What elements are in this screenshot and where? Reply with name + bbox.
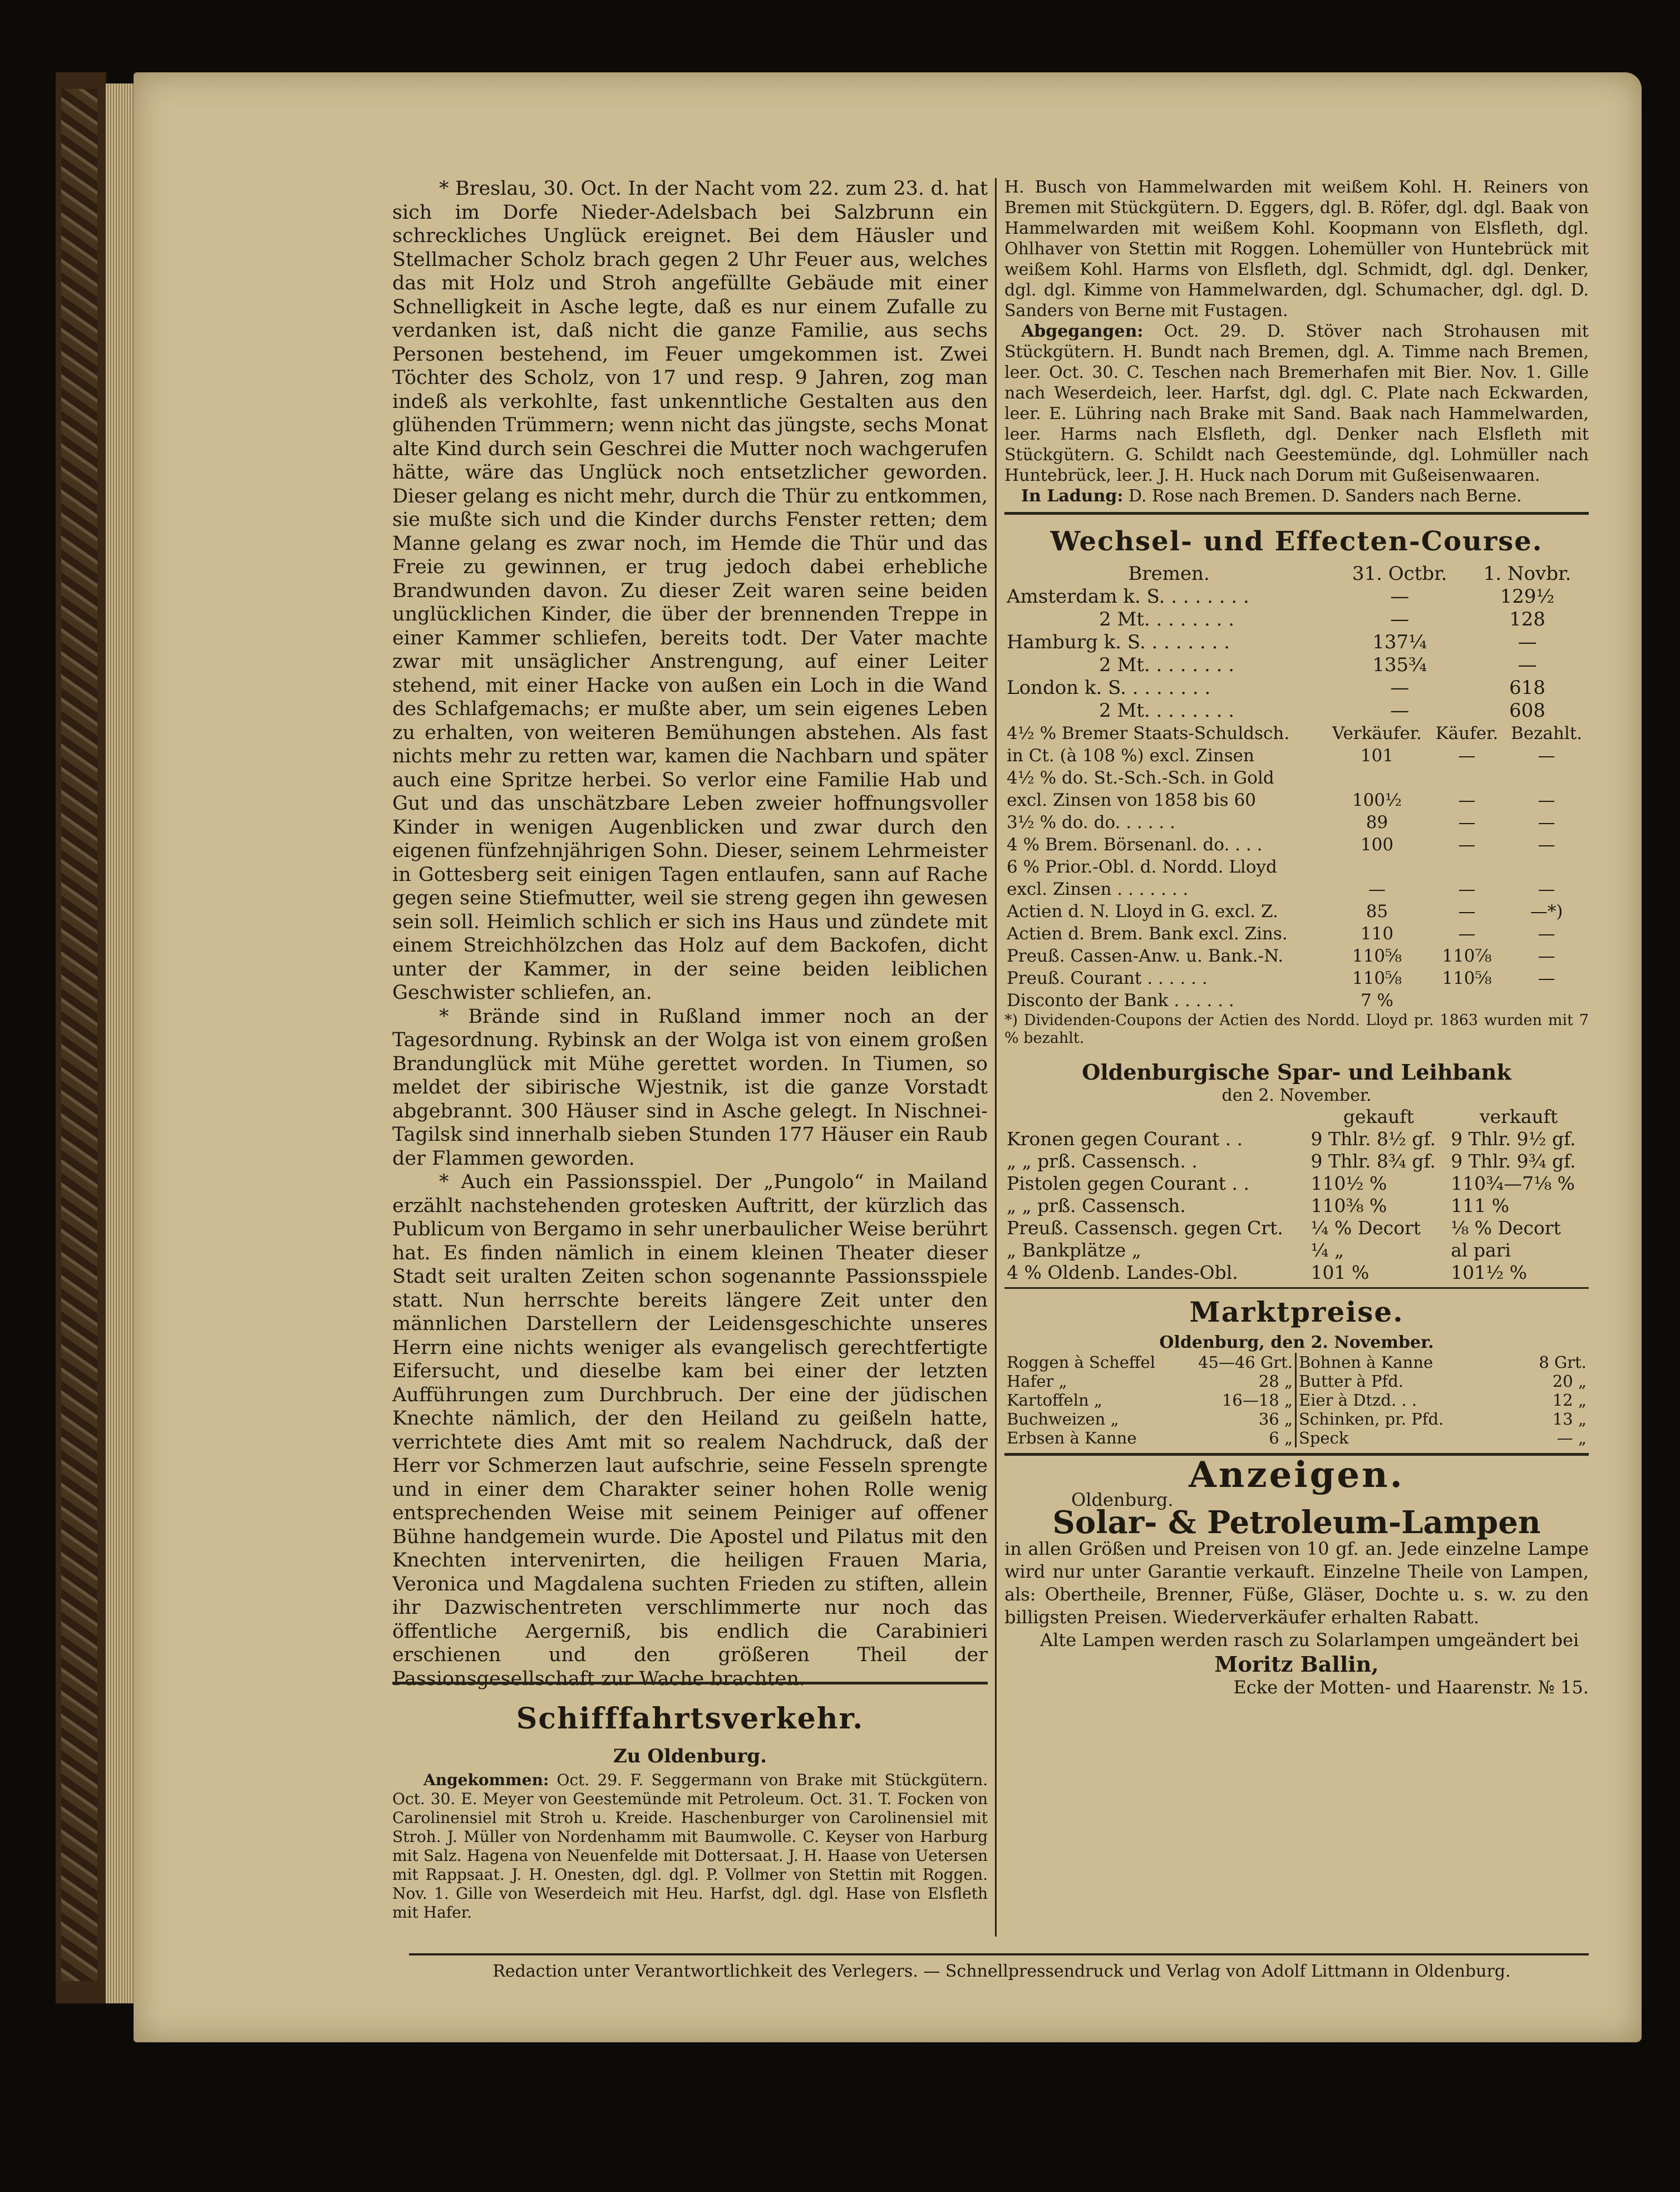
table-row: [1004, 1173, 1589, 1195]
stocks-table: [1004, 722, 1589, 1012]
markt-left-table: [1004, 1353, 1297, 1447]
table-row: [1004, 1262, 1589, 1284]
table-cell: 110⅞: [1442, 946, 1492, 966]
column-divider: [995, 178, 997, 1937]
loading-text: D. Rose nach Bremen. D. Sanders nach Berne.: [1129, 486, 1522, 506]
table-row: [1004, 1410, 1296, 1429]
table-row: [1004, 767, 1589, 789]
shipping-section: [392, 1676, 988, 1922]
article-passionsspiel: * Auch ein Passionsspiel. Der „Pungolo“ in Mailand erzählt nachstehenden grotesken Auftritt, der kürzlich das Publicum von Bergamo in sehr unerbaulicher Weise berührt hat. Es finden nämlich in einem kleinen Theater dieser Stadt seit uralten Zeiten schon sogenannte Passionsspiele statt. Nun herrschte bereits längere Zeit unter den männlichen Darstellern der Leidensgeschichte unseres Herrn eine nichts weniger als evangelisch gerechtfertigte Eifersucht, und dieselbe kam bei einer der letzten Aufführungen zum Durchbruch. Der eine der jüdischen Knechte nämlich, der den Heiland zu geißeln hatte, verrichtete dies Amt mit so realem Nachdruck, daß der Herr vor Schmerzen laut aufschrie, seine Fesseln sprengte und in einer dem Charakter seiner hohen Rolle wenig entsprechenden Weise mit seinem Peiniger auf offener Bühne handgemein wurde. Die Apostel und Pilatus mit den Knechten intervenirten, die heiligen Frauen Maria, Veronica und Magdalena suchten Frieden zu stiften, allein ihr Dazwischentreten verschlimmerte nur noch das öffentliche Aergerniß, bis endlich die Carabinieri erschienen und den größeren Theil der Passionsgesellschaft zur Wache brachten.: [392, 1171, 988, 1690]
table-row: [1004, 1150, 1589, 1173]
table-cell: Eier à Dtzd. . .: [1299, 1391, 1417, 1410]
table-cell: 101 %: [1311, 1262, 1369, 1283]
table-cell: Preuß. Cassensch. gegen Crt.: [1007, 1217, 1283, 1239]
table-row: [1004, 654, 1589, 677]
table-cell: 2 Mt. . . . . . . .: [1099, 700, 1235, 722]
table-cell: 45—46 Grt.: [1198, 1353, 1293, 1372]
table-cell: 129½: [1500, 585, 1555, 608]
table-cell: —: [1458, 746, 1476, 766]
table-cell: —: [1458, 902, 1476, 922]
table-cell: excl. Zinsen von 1858 bis 60: [1007, 790, 1257, 810]
header-cell: verkauft: [1479, 1106, 1558, 1127]
table-cell: [1430, 989, 1505, 1012]
table-cell: 36 „: [1258, 1410, 1293, 1429]
ad-name: Moritz Ballin,: [1214, 1652, 1379, 1677]
table-cell: —: [1458, 924, 1476, 944]
table-cell: 2 Mt. . . . . . . .: [1099, 608, 1235, 630]
table-cell: 12 „: [1552, 1391, 1587, 1410]
table-cell: 13 „: [1552, 1410, 1587, 1429]
table-cell: Butter à Pfd.: [1299, 1372, 1404, 1391]
markt-tables: [1004, 1353, 1589, 1447]
table-cell: Speck: [1299, 1429, 1349, 1447]
header-cell: 4½ % Bremer Staats-Schuldsch.: [1007, 723, 1290, 743]
table-cell: —: [1538, 790, 1555, 810]
right-column: [1004, 177, 1589, 1698]
table-row: [1004, 1217, 1589, 1239]
table-cell: —: [1518, 654, 1537, 676]
exchange-table: [1004, 563, 1589, 722]
table-row: [1004, 631, 1589, 654]
table-row: [1004, 1353, 1296, 1372]
section-rule: [1004, 1287, 1589, 1289]
table-cell: ⅛ % Decort: [1451, 1217, 1561, 1239]
table-row: [1004, 1239, 1589, 1262]
shipping-title: Schifffahrtsverkehr.: [516, 1702, 864, 1736]
table-cell: 20 „: [1552, 1372, 1587, 1391]
table-cell: 89: [1366, 812, 1388, 833]
table-cell: Erbsen à Kanne: [1007, 1429, 1137, 1447]
stock-footnote: *) Dividenden-Coupons der Actien des Nordd. Lloyd pr. 1863 wurden mit 7 % bezahlt.: [1004, 1012, 1589, 1047]
course-title: Wechsel- und Effecten-Course.: [1050, 526, 1543, 557]
departures-label: Abgegangen:: [1021, 322, 1144, 341]
table-cell: „ „ prß. Cassensch. .: [1007, 1150, 1198, 1172]
table-cell: —: [1538, 812, 1555, 833]
ad-text: in allen Größen und Preisen von 10 gf. an. Jede einzelne Lampe wird nur unter Garantie verkauft. Einzelne Theile von Lampen, als: Obertheile, Brenner, Füße, Gläser, Dochte u. s. w. zu den billigsten Preisen. Wiederverkäufer erhalten Rabatt.: [1004, 1538, 1589, 1628]
table-row: [1004, 1429, 1296, 1447]
table-header: [1004, 1106, 1589, 1128]
table-cell: „ „ prß. Cassensch.: [1007, 1195, 1186, 1216]
ads-title: Anzeigen.: [1189, 1454, 1405, 1496]
table-cell: —: [1390, 608, 1410, 630]
header-cell: Käufer.: [1435, 723, 1499, 743]
table-row: [1004, 900, 1589, 923]
table-cell: Preuß. Cassen-Anw. u. Bank.-N.: [1007, 946, 1284, 966]
marbled-cover-pattern: [61, 89, 97, 1981]
table-cell: Disconto der Bank . . . . . .: [1007, 991, 1234, 1011]
table-cell: ¼ „: [1311, 1239, 1344, 1261]
table-row: [1004, 923, 1589, 945]
section-rule: [1004, 512, 1589, 515]
table-row: [1004, 789, 1589, 811]
table-cell: 101½ %: [1451, 1262, 1528, 1283]
markt-right-table: [1297, 1353, 1589, 1447]
table-cell: [1504, 989, 1589, 1012]
table-cell: [1430, 767, 1505, 789]
table-cell: 608: [1509, 700, 1546, 722]
header-cell: 1. Novbr.: [1483, 563, 1571, 585]
table-cell: Schinken, pr. Pfd.: [1299, 1410, 1444, 1429]
table-cell: Preuß. Courant . . . . . .: [1007, 968, 1208, 988]
table-cell: 2 Mt. . . . . . . .: [1099, 654, 1235, 676]
table-cell: 6 % Prior.-Obl. d. Nordd. Lloyd: [1007, 857, 1277, 877]
table-row: [1004, 945, 1589, 967]
table-row: [1004, 1128, 1589, 1150]
left-column: [392, 177, 988, 1691]
table-cell: —: [1390, 677, 1410, 699]
ad-place: Oldenburg.: [1071, 1489, 1174, 1510]
table-row: [1297, 1353, 1589, 1372]
section-rule: [392, 1682, 988, 1684]
footer-rule: [409, 1953, 1589, 1955]
shipping-arrivals: [392, 1771, 988, 1922]
table-cell: Actien d. N. Lloyd in G. excl. Z.: [1007, 902, 1278, 922]
table-row: [1297, 1372, 1589, 1391]
table-cell: —: [1538, 968, 1555, 988]
spar-title: Oldenburgische Spar- und Leihbank: [1082, 1060, 1511, 1085]
table-cell: al pari: [1451, 1239, 1511, 1261]
table-row: [1004, 834, 1589, 856]
table-cell: Roggen à Scheffel: [1007, 1353, 1155, 1372]
table-cell: —: [1390, 700, 1410, 722]
table-cell: — „: [1556, 1429, 1587, 1447]
table-row: [1004, 989, 1589, 1012]
table-cell: 9 Thlr. 9½ gf.: [1451, 1128, 1576, 1150]
header-cell: [1004, 1106, 1308, 1128]
table-cell: [1324, 856, 1429, 878]
table-row: [1004, 811, 1589, 834]
table-row: [1004, 1372, 1296, 1391]
table-cell: 4 % Oldenb. Landes-Obl.: [1007, 1262, 1238, 1283]
table-cell: —*): [1530, 902, 1563, 922]
table-cell: —: [1538, 835, 1555, 855]
table-header: [1004, 563, 1589, 585]
table-cell: 9 Thlr. 8½ gf.: [1311, 1128, 1436, 1150]
loading: [1004, 486, 1589, 506]
table-header: [1004, 722, 1589, 745]
table-cell: London k. S. . . . . . . .: [1007, 677, 1211, 699]
header-cell: gekauft: [1343, 1106, 1414, 1127]
table-cell: 4½ % do. St.-Sch.-Sch. in Gold: [1007, 768, 1274, 788]
table-cell: 618: [1509, 677, 1546, 699]
ad-text-2: Alte Lampen werden rasch zu Solarlampen umgeändert bei: [1040, 1629, 1579, 1651]
table-row: [1004, 745, 1589, 767]
table-cell: [1324, 767, 1429, 789]
table-cell: „ Bankplätze „: [1007, 1239, 1141, 1261]
table-cell: 110: [1360, 924, 1394, 944]
ad-product: Solar- & Petroleum-Lampen: [1052, 1504, 1541, 1541]
table-cell: —: [1538, 924, 1555, 944]
table-row: [1004, 878, 1589, 900]
table-cell: 100½: [1352, 790, 1402, 810]
table-cell: Kronen gegen Courant . .: [1007, 1128, 1243, 1150]
table-cell: 28 „: [1258, 1372, 1293, 1391]
arrivals-label: Angekommen:: [423, 1770, 549, 1789]
loading-label: In Ladung:: [1021, 486, 1124, 506]
table-cell: —: [1538, 746, 1555, 766]
table-cell: 110⅝: [1352, 946, 1402, 966]
table-cell: Actien d. Brem. Bank excl. Zins.: [1007, 924, 1288, 944]
table-cell: 135¾: [1372, 654, 1427, 676]
article-russland: * Brände sind in Rußland immer noch an der Tagesordnung. Rybinsk an der Wolga ist von einem großen Brandunglück mit Mühe gerettet worden. In Tiumen, so meldet der sibirische Wjestnik, ist die ganze Vorstadt abgebrannt. 300 Häuser sind in Asche gelegt. In Nischnei-Tagilsk sind innerhalb sieben Stunden 177 Häuser ein Raub der Flammen geworden.: [392, 1005, 988, 1170]
table-cell: —: [1458, 835, 1476, 855]
imprint-footer: Redaction unter Verantwortlichkeit des Verlegers. — Schnellpressendruck und Verlag von Adolf Littmann in Oldenburg.: [492, 1962, 1511, 1981]
table-cell: —: [1538, 946, 1555, 966]
spar-date: den 2. November.: [1221, 1086, 1372, 1105]
table-row: [1004, 1391, 1296, 1410]
spar-table: [1004, 1106, 1589, 1284]
table-cell: —: [1458, 812, 1476, 833]
table-cell: 9 Thlr. 9¾ gf.: [1451, 1150, 1576, 1172]
header-cell: Bezahlt.: [1511, 723, 1583, 743]
header-cell: Bremen.: [1128, 563, 1210, 585]
table-cell: 128: [1509, 608, 1546, 630]
table-cell: Hamburg k. S. . . . . . . .: [1007, 631, 1230, 653]
table-cell: 16—18 „: [1221, 1391, 1293, 1410]
header-cell: Verkäufer.: [1332, 723, 1422, 743]
table-cell: 7 %: [1360, 991, 1394, 1011]
table-cell: [1430, 856, 1505, 878]
table-cell: 110½ %: [1311, 1173, 1387, 1194]
table-cell: Bohnen à Kanne: [1299, 1353, 1433, 1372]
table-cell: —: [1368, 879, 1386, 899]
table-cell: Amsterdam k. S. . . . . . . .: [1007, 585, 1249, 608]
departures-text: Oct. 29. D. Stöver nach Strohausen mit Stückgütern. H. Bundt nach Bremen, dgl. A. Timme nach Bremen, leer. Oct. 30. C. Teschen nach Bremerhafen mit Bier. Nov. 1. Gille nach Weserdeich, leer. Harfst, dgl. dgl. C. Plate nach Eckwarden, leer. E. Lühring nach Brake mit Sand. Baak nach Hammelwarden, leer. Harms nach Elsfleth, dgl. Denker nach Elsfleth mit Stückgütern. G. Schildt nach Geestemünde, dgl. Lohmüller nach Huntebrück, leer. J. H. Huck nach Dorum mit Gußeisenwaaren.: [1004, 322, 1589, 485]
table-cell: —: [1518, 631, 1537, 653]
markt-title: Marktpreise.: [1189, 1296, 1404, 1328]
table-cell: 110⅝: [1442, 968, 1492, 988]
table-cell: 9 Thlr. 8¾ gf.: [1311, 1150, 1436, 1172]
table-cell: [1504, 767, 1589, 789]
table-cell: 85: [1366, 902, 1388, 922]
table-cell: 110⅜ %: [1311, 1195, 1387, 1216]
table-cell: 137¼: [1372, 631, 1427, 653]
table-cell: Hafer „: [1007, 1372, 1067, 1391]
table-row: [1004, 677, 1589, 700]
table-cell: 110⅝: [1352, 968, 1402, 988]
article-breslau: * Breslau, 30. Oct. In der Nacht vom 22. zum 23. d. hat sich im Dorfe Nieder-Adelsbach bei Salzbrunn ein schreckliches Unglück ereignet. Bei dem Häusler und Stellmacher Scholz brach gegen 2 Uhr Feuer aus, welches das mit Holz und Stroh angefüllte Gebäude mit einer Schnelligkeit in Asche legte, daß es nur einem Zufalle zu verdanken ist, daß nicht die ganze Familie, aus sechs Personen bestehend, im Feuer umgekommen ist. Zwei Töchter des Scholz, von 17 und resp. 9 Jahren, zog man indeß als verkohlte, fast unkenntliche Gestalten aus den glühenden Trümmern; wenn nicht das jüngste, sechs Monat alte Kind durch sein Geschrei die Mutter noch wachgerufen hätte, wäre das Unglück noch entsetzlicher geworden. Dieser gelang es nicht mehr, durch die Thür zu entkommen, sie mußte sich und die Kinder durchs Fenster retten; dem Manne gelang es zwar noch, im Hemde die Thür und das Freie zu gewinnen, er trug jedoch dabei erhebliche Brandwunden davon. Zu dieser Zeit waren seine beiden unglücklichen Kinder, die über der brennenden Treppe in einer Kammer schliefen, bereits todt. Der Vater machte zwar mit unsäglicher Anstrengung, auf einer Leiter stehend, mit einer Hacke von außen ein Loch in die Wand des Schlafgemachs; er mußte aber, um sein eigenes Leben zu erhalten, von weiteren Bemühungen abstehen. Als fast nichts mehr zu retten war, kamen die Nachbarn und später auch eine Spritze herbei. So verlor eine Familie Hab und Gut und das unschätzbare Leben zweier hoffnungsvoller Kinder in wenigen Augenblicken und zwar durch den eigenen fünfzehnjährigen Sohn. Dieser, seinem Lehrmeister in Gottesberg seit einigen Tagen entlaufen, sann auf Rache gegen seine Stiefmutter, weil sie streng gegen ihn gewesen sein soll. Heimlich schlich er sich ins Haus und zündete mit einem Streichhölzchen das Holz auf dem Backofen, dicht unter der Kammer, in der seine beiden leiblichen Geschwister schliefen, an.: [392, 178, 988, 1004]
table-cell: 101: [1360, 746, 1394, 766]
table-cell: Buchweizen „: [1007, 1410, 1119, 1429]
arrivals-text: Oct. 29. F. Seggermann von Brake mit Stückgütern. Oct. 30. E. Meyer von Geestemünde mit Petroleum. Oct. 31. T. Focken von Carolinensiel mit Stroh u. Kreide. Haschenburger von Carolinensiel mit Stroh. J. Müller von Nordenhamm mit Baumwolle. C. Keyser von Harburg mit Salz. Hagena von Neuenfelde mit Dottersaat. J. H. Haase von Uetersen mit Rappsaat. J. H. Onesten, dgl. dgl. P. Vollmer von Stettin mit Roggen. Nov. 1. Gille von Weserdeich mit Heu. Harfst, dgl. dgl. Hase von Elsfleth mit Hafer.: [392, 1770, 988, 1922]
table-row: [1004, 585, 1589, 608]
table-row: [1297, 1410, 1589, 1429]
table-cell: ¼ % Decort: [1311, 1217, 1421, 1239]
table-cell: Pistolen gegen Courant . .: [1007, 1173, 1249, 1194]
shipping-continued: H. Busch von Hammelwarden mit weißem Kohl. H. Reiners von Bremen mit Stückgütern. D. Eggers, dgl. B. Röfer, dgl. dgl. Baak von Hammelwarden mit weißem Kohl. Koopmann von Elsfleth, dgl. Ohlhaver von Stettin mit Roggen. Lohemüller von Huntebrück mit weißem Kohl. Harms von Elsfleth, dgl. Schmidt, dgl. dgl. Denker, dgl. dgl. Kimme von Hammelwarden, dgl. Schumacher, dgl. dgl. D. Sanders von Berne mit Fustagen.: [1004, 178, 1589, 321]
table-cell: 4 % Brem. Börsenanl. do. . . .: [1007, 835, 1263, 855]
markt-subtitle: Oldenburg, den 2. November.: [1159, 1333, 1434, 1352]
table-row: [1004, 856, 1589, 878]
table-cell: —: [1538, 879, 1555, 899]
header-cell: 31. Octbr.: [1352, 563, 1447, 585]
table-row: [1004, 700, 1589, 722]
shipping-subtitle: Zu Oldenburg.: [613, 1745, 767, 1767]
ad-address: Ecke der Motten- und Haarenstr. № 15.: [1233, 1677, 1589, 1698]
table-cell: —: [1458, 879, 1476, 899]
table-cell: excl. Zinsen . . . . . . .: [1007, 879, 1189, 899]
table-cell: in Ct. (à 108 %) excl. Zinsen: [1007, 746, 1254, 766]
table-row: [1004, 967, 1589, 989]
table-row: [1004, 1195, 1589, 1217]
table-cell: 111 %: [1451, 1195, 1510, 1216]
table-row: [1004, 608, 1589, 631]
table-cell: [1504, 856, 1589, 878]
table-cell: 6 „: [1269, 1429, 1293, 1447]
table-row: [1297, 1429, 1589, 1447]
table-cell: 100: [1360, 835, 1394, 855]
table-cell: —: [1390, 585, 1410, 608]
table-cell: Kartoffeln „: [1007, 1391, 1102, 1410]
table-cell: 8 Grt.: [1539, 1353, 1587, 1372]
departures: [1004, 321, 1589, 486]
table-row: [1297, 1391, 1589, 1410]
table-cell: —: [1458, 790, 1476, 810]
table-cell: 3½ % do. do. . . . . .: [1007, 812, 1175, 833]
table-cell: 110¾—7⅛ %: [1451, 1173, 1575, 1194]
